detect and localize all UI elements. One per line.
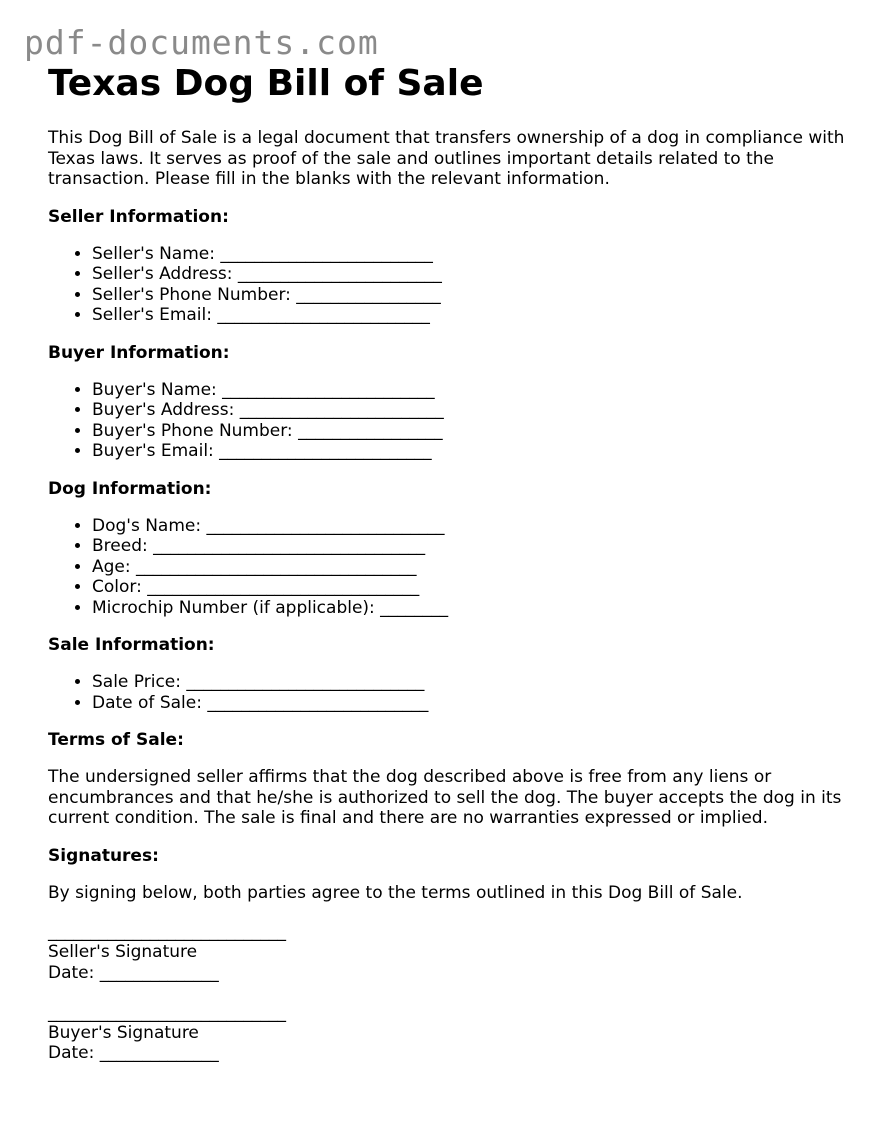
dog-list [48,516,848,619]
signatures-paragraph: By signing below, both parties agree to the terms outlined in this Dog Bill of Sale. [48,882,743,903]
signature-blocks [48,922,848,1064]
buyer-signature-line: ____________________________ [48,1002,286,1023]
signatures-heading: Signatures: [48,845,159,866]
terms-heading: Terms of Sale: [48,730,184,750]
buyer-name-item: • Buyer's Name: _________________________ [92,380,848,401]
dog-breed-item: • Breed: ________________________________ [92,536,848,557]
sale-price-item: • Sale Price: ____________________________ [92,672,848,693]
dog-color-item: • Color: ________________________________ [92,577,848,598]
buyer-signature-label: Buyer's Signature [48,1023,199,1044]
seller-signature-date: Date: ______________ [48,962,219,983]
buyer-heading: Buyer Information: [48,342,230,363]
buyer-signature-block [48,1003,848,1064]
seller-heading: Seller Information: [48,206,229,227]
dog-microchip-item: • Microchip Number (if applicable): ________ [92,598,848,619]
sale-date-item: • Date of Sale: __________________________ [92,693,848,714]
terms-paragraph: The undersigned seller affirms that the dog described above is free from any liens or encumbrances and that he/she is authorized to sell the dog. The buyer accepts the dog in its current condition. The sale is final and there are no warranties expressed or implied. [48,767,842,828]
seller-name-item: • Seller's Name: _________________________ [92,244,848,265]
seller-signature-label: Seller's Signature [48,942,198,963]
seller-signature-block [48,922,848,983]
buyer-signature-date: Date: ______________ [48,1043,219,1064]
buyer-list [48,380,848,462]
buyer-phone-item: • Buyer's Phone Number: _________________ [92,421,848,442]
dog-age-item: • Age: _________________________________ [92,557,848,578]
page-title: Texas Dog Bill of Sale [48,63,484,104]
buyer-address-item: • Buyer's Address: ________________________ [92,400,848,421]
dog-name-item: • Dog's Name: ____________________________ [92,516,848,537]
sale-list [48,672,848,713]
seller-phone-item: • Seller's Phone Number: _________________ [92,285,848,306]
buyer-email-item: • Buyer's Email: _________________________ [92,441,848,462]
document-page [48,62,848,1064]
seller-list [48,244,848,326]
seller-signature-line: ____________________________ [48,922,286,942]
intro-paragraph: This Dog Bill of Sale is a legal document that transfers ownership of a dog in compliance with Texas laws. It serves as proof of the sale and outlines important details related to the transaction. Please fill in the blanks with the relevant information. [48,128,845,189]
watermark: pdf-documents.com [24,23,379,62]
sale-heading: Sale Information: [48,635,215,655]
seller-address-item: • Seller's Address: ________________________ [92,264,848,285]
seller-email-item: • Seller's Email: _________________________ [92,305,848,326]
dog-heading: Dog Information: [48,478,212,499]
